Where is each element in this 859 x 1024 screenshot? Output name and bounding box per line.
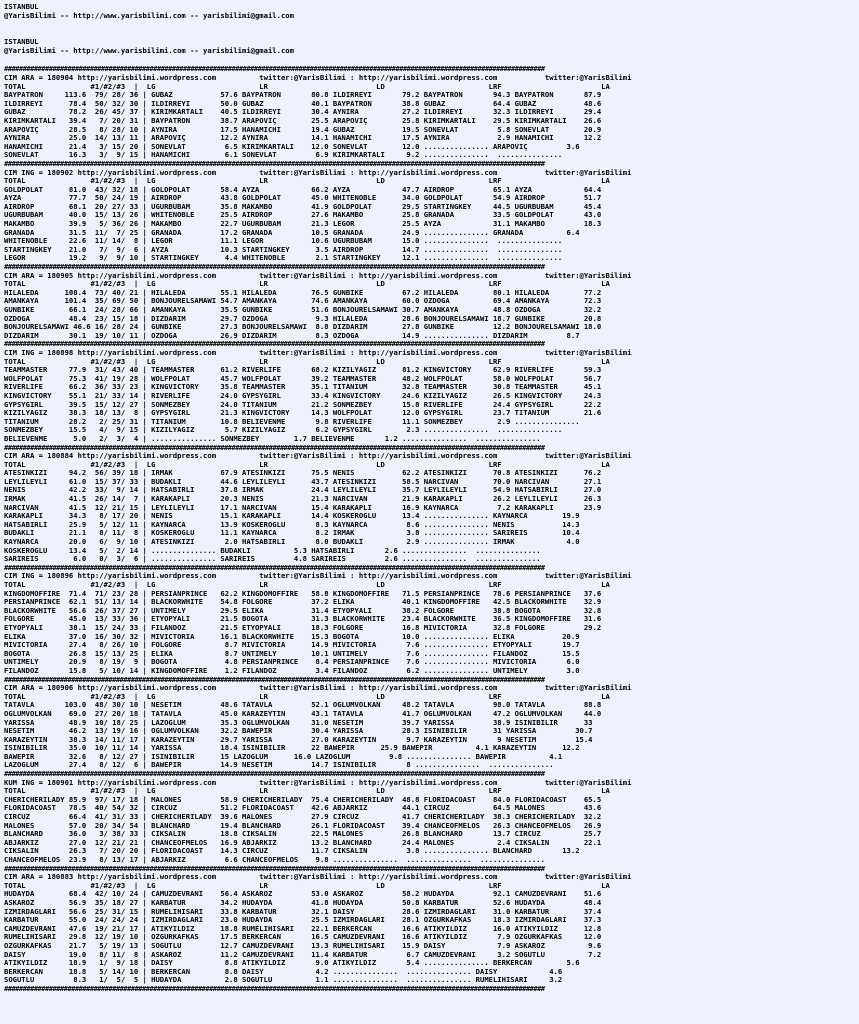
race-block	[4, 452, 855, 564]
race-column-header: TOTAL #1/#2/#3 | LG LR LD LRF LA	[4, 82, 610, 91]
race-row: AYZA 77.7 50/ 24/ 19 | AIRDROP 43.8 GOLDPOLAT 45.0 WHITENOBLE 34.0 GOLDPOLAT 54.9 AIRDROP 51.7	[4, 194, 602, 203]
race-blocks	[4, 65, 855, 993]
race-row: NENIS 42.2 33/ 9/ 14 | HATSABIRLI 37.8 IRMAK 24.4 LEYLILEYLI 35.7 LEYLILEYLI 54.9 HATSABIRLI 27.0	[4, 486, 602, 495]
race-column-header: TOTAL #1/#2/#3 | LG LR LD LRF LA	[4, 280, 610, 289]
race-row: CAMUZDEVRANI 47.6 19/ 21/ 17 | ATIKYILDIZ 18.8 RUMELIHISARI 22.1 BERKERCAN 16.6 ATIKYILDIZ 16.0 ATIKYILDIZ 12.8	[4, 924, 602, 933]
race-title-line: CIM ARA = 180884 http://yarisbilimi.wordpress.com twitter:@YarisBilimi : http://yarisbilimi.wordpress.com twitter:@YarisBilimi	[4, 452, 632, 461]
race-title-line: KUM ING = 180901 http://yarisbilimi.wordpress.com twitter:@YarisBilimi : http://yarisbilimi.wordpress.com twitter:@YarisBilimi	[4, 778, 632, 787]
race-title-line: CIM ING = 180902 http://yarisbilimi.wordpress.com twitter:@YarisBilimi : http://yarisbilimi.wordpress.com twitter:@YarisBilimi	[4, 168, 632, 177]
race-row: KOSKEROGLU 13.4 5/ 2/ 14 | ............... BUDAKLI 5.3 HATSABIRLI 2.6 ............... ...............	[4, 546, 541, 555]
race-block	[4, 684, 855, 770]
race-row: SARIREIS 6.0 0/ 3/ 6 | ............... SARIREIS 4.8 SARIREIS 2.6 ............... ...............	[4, 555, 541, 564]
race-row: ABJARKIZ 27.0 12/ 21/ 21 | CHANCEOFMELOS 16.9 ABJARKIZ 13.2 BLANCHARD 24.4 MALONES 2.4 CIKSALIN 22.1	[4, 838, 602, 847]
race-row: MAKAMBO 39.9 5/ 36/ 26 | MAKAMBO 22.7 UGURBUBAM 21.3 LEGOR 25.5 AYZA 31.1 MAKAMBO 18.3	[4, 220, 602, 229]
race-row: CIRCUZ 66.4 41/ 31/ 33 | CHERICHERILADY 39.6 MALONES 27.9 CIRCUZ 41.7 CHERICHERILADY 38.3 CHERICHERILADY 32.2	[4, 813, 602, 822]
race-row: KIZILYAGIZ 38.3 18/ 13/ 8 | GYPSYGIRL 21.3 KINGVICTORY 14.3 WOLFPOLAT 12.0 GYPSYGIRL 23.7 TITANIUM 21.6	[4, 409, 602, 418]
race-row: RIVERLIFE 66.2 36/ 33/ 23 | KINGVICTORY 35.8 TEAMMASTER 35.1 TITANIUM 32.8 TEAMMASTER 30.8 TEAMMASTER 45.1	[4, 383, 602, 392]
race-row: ELIKA 37.0 16/ 30/ 32 | MIVICTORIA 16.1 BLACKORWHITE 15.3 BOGOTA 10.0 ............... ELIKA 20.9	[4, 632, 580, 641]
race-row: ATIKYILDIZ 18.9 1/ 9/ 18 | DAISY 8.8 ATIKYILDIZ 9.0 ATIKYILDIZ 5.4 ............... BERKERCAN 5.6	[4, 959, 580, 968]
race-column-header: TOTAL #1/#2/#3 | LG LR LD LRF LA	[4, 357, 610, 366]
race-row: BUDAKLI 21.1 8/ 11/ 8 | KOSKEROGLU 11.1 KAYNARCA 8.2 IRMAK 3.8 ............... SARIREIS 10.4	[4, 529, 580, 538]
separator-line: #################################################################################################################################################	[4, 443, 545, 452]
race-row: BOGOTA 26.8 15/ 13/ 25 | ELIKA 8.7 UNTIMELY 10.1 UNTIMELY 7.6 ............... FILANDOZ 15.5	[4, 649, 580, 658]
race-row: OGLUMVOLKAN 69.0 27/ 20/ 18 | TATAVLA 45.0 KARAZEYTIN 43.1 TATAVLA 41.7 OGLUMVOLKAN 47.2 OGLUMVOLKAN 44.0	[4, 709, 602, 718]
header-second	[4, 38, 855, 55]
separator-line: #################################################################################################################################################	[4, 675, 545, 684]
header-city-2: ISTANBUL	[4, 38, 39, 47]
race-block	[4, 272, 855, 341]
race-column-header: TOTAL #1/#2/#3 | LG LR LD LRF LA	[4, 881, 610, 890]
race-row: CHERICHERILADY 85.9 97/ 17/ 18 | MALONES 58.9 CHERICHERILADY 75.4 CHERICHERILADY 48.8 FLORIDACOAST 84.0 FLORIDACOAST 65.5	[4, 795, 602, 804]
race-row: STARTINGKEY 21.0 7/ 9/ 6 | AYZA 10.3 STARTINGKEY 3.5 AIRDROP 14.7 ............... ...............	[4, 245, 563, 254]
race-row: KARAZEYTIN 38.3 14/ 11/ 17 | KARAZEYTIN 29.7 YARISSA 27.0 KARAZEYTIN 9.7 KARAZEYTIN 9 NESETIM 15.4	[4, 735, 593, 744]
race-row: HUDAYDA 68.4 42/ 10/ 24 | CAMUZDEVRANI 56.4 ASKAROZ 53.0 ASKAROZ 58.2 HUDAYDA 92.1 CAMUZDEVRANI 51.6	[4, 890, 602, 899]
race-row: IZMIRDAGLARI 56.6 25/ 31/ 15 | RUMELIHISARI 33.8 KARBATUR 32.1 DAISY 28.6 IZMIRDAGLARI 31.0 KARBATUR 37.4	[4, 907, 602, 916]
race-title-line: CIM ARA = 180904 http://yarisbilimi.wordpress.com twitter:@YarisBilimi : http://yarisbilimi.wordpress.com twitter:@YarisBilimi	[4, 73, 632, 82]
race-row: WOLFPOLAT 75.3 41/ 19/ 28 | WOLFPOLAT 45.7 WOLFPOLAT 39.2 TEAMMASTER 48.2 WOLFPOLAT 58.0 WOLFPOLAT 56.7	[4, 374, 602, 383]
race-row: YARISSA 48.9 10/ 18/ 25 | LAZOGLUM 35.3 OGLUMVOLKAN 31.0 NESETIM 39.7 YARISSA 38.9 ISINIBILIR 33	[4, 718, 593, 727]
race-row: OZDOGA 48.4 23/ 15/ 18 | DIZDARIM 29.7 OZDOGA 9.3 HILALEDA 28.6 BONJOURELSAMAWI 18.7 GUNBIKE 20.8	[4, 314, 602, 323]
race-block	[4, 779, 855, 865]
race-row: BELIEVENME 5.0 2/ 3/ 4 | ............... SONMEZBEY 1.7 BELIEVENME 1.2 ............... ...............	[4, 434, 541, 443]
race-row: ASKAROZ 56.9 35/ 18/ 27 | KARBATUR 34.2 HUDAYDA 41.8 HUDAYDA 50.8 KARBATUR 52.6 HUDAYDA 48.4	[4, 898, 602, 907]
race-row: MALONES 57.0 20/ 34/ 54 | BLANCHARD 19.4 BLANCHARD 26.1 FLORIDACOAST 39.4 CHANCEOFMELOS 26.3 CHANCEOFMELOS 26.9	[4, 821, 602, 830]
race-row: SOGUTLU 8.3 1/ 5/ 5 | HUDAYDA 2.8 SOGUTLU 1.1 ............... ............... RUMELIHISARI 3.2	[4, 976, 563, 985]
race-row: AIRDROP 68.1 20/ 27/ 33 | UGURBUBAM 35.8 MAKAMBO 41.9 GOLDPOLAT 29.5 STARTINGKEY 44.5 UGURBUBAM 45.4	[4, 202, 602, 211]
race-row: OZGURKAFKAS 21.7 5/ 19/ 13 | SOGUTLU 12.7 CAMUZDEVRANI 13.3 RUMELIHISARI 15.9 DAISY 7.9 ASKAROZ 9.6	[4, 941, 602, 950]
race-row: GOLDPOLAT 81.0 43/ 32/ 18 | GOLDPOLAT 58.4 AYZA 66.2 AYZA 47.7 AIRDROP 65.1 AYZA 64.4	[4, 185, 602, 194]
separator-line: #################################################################################################################################################	[4, 340, 545, 349]
race-row: BERKERCAN 18.8 5/ 14/ 10 | BERKERCAN 8.8 DAISY 4.2 ............... ............... DAISY 4.6	[4, 967, 563, 976]
race-row: BAWEPIR 32.6 8/ 12/ 27 | ISINIBILIR 15 LAZOGLUM 16.0 LAZOGLUM 9.8 ............... BAWEPIR 4.1	[4, 752, 563, 761]
race-block	[4, 349, 855, 444]
race-block	[4, 74, 855, 160]
race-row: KIRIMKARTALI 39.4 7/ 20/ 31 | BAYPATRON 38.7 ARAPOVIÇ 25.5 ARAPOVIÇ 25.8 KIRIMKARTALI 29.5 KIRIMKARTALI 26.6	[4, 116, 602, 125]
race-row: CIKSALIN 26.3 7/ 20/ 20 | FLORIDACOAST 14.3 CIRCUZ 11.7 CIKSALIN 3.8 ............... BLANCHARD 13.2	[4, 847, 580, 856]
race-row: AYNIRA 25.0 14/ 13/ 11 | ARAPOVIÇ 12.2 AYNIRA 14.1 HANAMICHI 17.5 AYNIRA 2.9 HANAMICHI 12.2	[4, 134, 602, 143]
separator-line: #################################################################################################################################################	[4, 263, 545, 272]
race-row: GUNBIKE 66.1 24/ 28/ 66 | AMANKAYA 35.5 GUNBIKE 51.6 BONJOURELSAMAWI 30.7 AMANKAYA 48.8 OZDOGA 32.2	[4, 306, 602, 314]
race-row: LAZOGLUM 27.4 8/ 12/ 6 | BAWEPIR 14.9 NESETIM 14.7 ISINIBILIR 8 ............... ...............	[4, 761, 554, 770]
race-row: HILALEDA 108.4 73/ 40/ 21 | HILALEDA 55.1 HILALEDA 76.5 GUNBIKE 67.2 HILALEDA 80.1 HILALEDA 77.2	[4, 288, 602, 297]
race-row: WHITENOBLE 22.6 11/ 14/ 8 | LEGOR 11.1 LEGOR 10.6 UGURBUBAM 15.0 ............... ...............	[4, 237, 563, 246]
header-contact-line: @YarisBilimi -- http://www.yarisbilimi.com -- yarisbilimi@gmail.com	[4, 11, 294, 20]
race-row: FLORIDACOAST 78.5 40/ 54/ 32 | CIRCUZ 51.2 FLORIDACOAST 42.6 ABJARKIZ 44.1 CIRCUZ 64.5 MALONES 43.6	[4, 804, 602, 813]
separator-line: #################################################################################################################################################	[4, 563, 545, 572]
race-row: UNTIMELY 20.9 8/ 19/ 9 | BOGOTA 4.8 PERSIANPRINCE 8.4 PERSIANPRINCE 7.6 ............... MIVICTORIA 6.0	[4, 658, 580, 667]
race-column-header: TOTAL #1/#2/#3 | LG LR LD LRF LA	[4, 177, 610, 186]
race-title-line: CIM ARA = 180905 http://yarisbilimi.wordpress.com twitter:@YarisBilimi : http://yarisbilimi.wordpress.com twitter:@YarisBilimi	[4, 271, 632, 280]
race-row: CHANCEOFMELOS 23.9 8/ 13/ 17 | ABJARKIZ 6.6 CHANCEOFMELOS 9.8 ............... ............... ...............	[4, 856, 545, 864]
separator-line: #################################################################################################################################################	[4, 864, 545, 873]
race-row: FILANDOZ 15.8 5/ 10/ 14 | KINGDOMOFFIRE 1.2 FILANDOZ 3.4 FILANDOZ 6.2 ............... UNTIMELY 3.0	[4, 666, 580, 675]
race-column-header: TOTAL #1/#2/#3 | LG LR LD LRF LA	[4, 460, 610, 469]
race-row: PERSIANPRINCE 62.1 51/ 13/ 14 | BLACKORWHITE 54.8 FOLGORE 37.2 ELIKA 40.1 KINGDOMOFFIRE 42.5 BLACKORWHITE 32.9	[4, 598, 602, 607]
race-row: IRMAK 41.5 26/ 14/ 7 | KARAKAPLI 20.3 NENIS 21.3 NARCIVAN 21.9 KARAKAPLI 26.2 LEYLILEYLI 26.3	[4, 495, 602, 504]
spacer	[4, 55, 855, 65]
race-row: TATAVLA 103.0 48/ 30/ 10 | NESETIM 48.6 TATAVLA 52.1 OGLUMVOLKAN 48.2 TATAVLA 98.0 TATAVLA 88.8	[4, 701, 602, 710]
race-row: TEAMMASTER 77.9 31/ 43/ 40 | TEAMMASTER 61.2 RIVERLIFE 68.2 KIZILYAGIZ 81.2 KINGVICTORY 62.9 RIVERLIFE 59.3	[4, 366, 602, 375]
race-row: KARBATUR 55.0 24/ 24/ 24 | IZMIRDAGLARI 23.0 HUDAYDA 25.5 IZMIRDAGLARI 28.1 OZGURKAFKAS 18.3 IZMIRDAGLARI 37.3	[4, 916, 602, 925]
race-row: BONJOURELSAMAWI 46.6 16/ 28/ 24 | GUNBIKE 27.3 BONJOURELSAMAWI 8.8 DIZDARIM 27.8 GUNBIKE 12.2 BONJOURELSAMAWI 18.0	[4, 323, 602, 332]
race-row: KARAKAPLI 34.3 8/ 17/ 20 | NENIS 15.1 KARAKAPLI 14.4 KOSKEROGLU 13.4 ............... KAYNARCA 19.9	[4, 512, 580, 521]
race-row: GYPSYGIRL 39.5 15/ 12/ 27 | SONMEZBEY 24.0 TITANIUM 21.2 SONMEZBEY 15.8 RIVERLIFE 24.4 GYPSYGIRL 22.2	[4, 400, 602, 409]
header-city: ISTANBUL	[4, 3, 39, 11]
spacer	[4, 20, 855, 38]
race-title-line: CIM ING = 180898 http://yarisbilimi.wordpress.com twitter:@YarisBilimi : http://yarisbilimi.wordpress.com twitter:@YarisBilimi	[4, 348, 632, 357]
race-title-line: CIM ING = 180896 http://yarisbilimi.wordpress.com twitter:@YarisBilimi : http://yarisbilimi.wordpress.com twitter:@YarisBilimi	[4, 572, 632, 581]
race-row: GUBAZ 78.2 26/ 45/ 37 | KIRIMKARTALI 40.5 ILDIRREYI 30.4 AYNIRA 27.2 ILDIRREYI 32.3 ILDIRREYI 29.4	[4, 108, 602, 117]
race-row: FOLGORE 45.0 13/ 33/ 36 | ETYOPYALI 21.5 BOGOTA 31.3 BLACKORWHITE 23.4 BLACKORWHITE 36.5 KINGDOMOFFIRE 31.6	[4, 615, 602, 624]
race-row: NARCIVAN 41.5 12/ 21/ 15 | LEYLILEYLI 17.1 NARCIVAN 15.4 KARAKAPLI 16.9 KAYNARCA 7.2 KARAKAPLI 23.9	[4, 503, 602, 512]
race-row: HANAMICHI 21.4 3/ 15/ 20 | SONEVLAT 6.5 KIRIMKARTALI 12.0 SONEVLAT 12.0 ............... ARAPOVIÇ 3.6	[4, 142, 580, 151]
race-row: HATSABIRLI 25.9 5/ 12/ 11 | KAYNARCA 13.9 KOSKEROGLU 8.3 KAYNARCA 8.6 ............... NENIS 14.3	[4, 520, 580, 529]
race-row: ISINIBILIR 35.0 10/ 11/ 14 | YARISSA 18.4 ISINIBILIR 22 BAWEPIR 25.9 BAWEPIR 4.1 KARAZEYTIN 12.2	[4, 744, 580, 753]
race-row: RUMELIHISARI 29.8 12/ 19/ 10 | OZGURKAFKAS 17.5 BERKERCAN 16.5 CAMUZDEVRANI 16.6 ATIKYILDIZ 7.9 OZGURKAFKAS 12.0	[4, 933, 602, 942]
race-row: LEGOR 19.2 9/ 9/ 10 | STARTINGKEY 4.4 WHITENOBLE 2.1 STARTINGKEY 12.1 ............... ...............	[4, 254, 563, 263]
race-row: AMANKAYA 101.4 35/ 69/ 50 | BONJOURELSAMAWI 54.7 AMANKAYA 74.6 AMANKAYA 60.0 OZDOGA 69.4 AMANKAYA 72.3	[4, 297, 602, 306]
race-row: ATESINKIZI 94.2 56/ 39/ 18 | IRMAK 67.9 ATESINKIZI 75.5 NENIS 62.2 ATESINKIZI 70.8 ATESINKIZI 76.2	[4, 469, 602, 478]
race-row: ARAPOVIÇ 28.5 8/ 28/ 10 | AYNIRA 17.5 HANAMICHI 19.4 GUBAZ 19.5 SONEVLAT 5.8 SONEVLAT 20.9	[4, 125, 602, 134]
race-row: BLANCHARD 36.0 3/ 38/ 33 | CIKSALIN 18.8 CIKSALIN 22.5 MALONES 26.8 BLANCHARD 13.7 CIRCUZ 25.7	[4, 830, 602, 839]
separator-line: #################################################################################################################################################	[4, 984, 545, 993]
race-row: DAISY 19.0 8/ 11/ 8 | ASKAROZ 11.2 CAMUZDEVRANI 11.4 KARBATUR 6.7 CAMUZDEVRANI 3.2 SOGUTLU 7.2	[4, 950, 602, 959]
race-row: LEYLILEYLI 61.0 15/ 37/ 33 | BUDAKLI 44.6 LEYLILEYLI 43.7 ATESINKIZI 58.5 NARCIVAN 70.0 NARCIVAN 27.1	[4, 477, 602, 486]
race-row: ILDIRREYI 78.4 50/ 32/ 30 | ILDIRREYI 50.0 GUBAZ 40.1 BAYPATRON 38.8 GUBAZ 64.4 GUBAZ 48.6	[4, 99, 602, 108]
race-row: SONEVLAT 16.3 3/ 9/ 15 | HANAMICHI 6.1 SONEVLAT 6.9 KIRIMKARTALI 9.2 ............... ...............	[4, 151, 563, 160]
race-block	[4, 572, 855, 675]
separator-line: #################################################################################################################################################	[4, 65, 545, 74]
race-title-line: CIM ARA = 180883 http://yarisbilimi.wordpress.com twitter:@YarisBilimi : http://yarisbilimi.wordpress.com twitter:@YarisBilimi	[4, 873, 632, 882]
race-row: UGURBUBAM 40.0 15/ 13/ 26 | WHITENOBLE 25.5 AIRDROP 27.6 MAKAMBO 25.8 GRANADA 33.5 GOLDPOLAT 43.0	[4, 211, 602, 220]
race-row: BLACKORWHITE 56.6 26/ 37/ 27 | UNTIMELY 29.5 ELIKA 31.4 ETYOPYALI 38.2 FOLGORE 38.8 BOGOTA 32.8	[4, 606, 602, 615]
header-contact-line-2: @YarisBilimi -- http://www.yarisbilimi.com -- yarisbilimi@gmail.com	[4, 46, 294, 55]
race-row: GRANADA 31.5 11/ 7/ 25 | GRANADA 17.2 GRANADA 10.5 GRANADA 24.9 ............... GRANADA 6.4	[4, 228, 580, 237]
separator-line: #################################################################################################################################################	[4, 159, 545, 168]
header-top	[4, 3, 855, 20]
race-column-header: TOTAL #1/#2/#3 | LG LR LD LRF LA	[4, 692, 610, 701]
race-title-line: CIM ARA = 180906 http://yarisbilimi.wordpress.com twitter:@YarisBilimi : http://yarisbilimi.wordpress.com twitter:@YarisBilimi	[4, 684, 632, 693]
race-column-header: TOTAL #1/#2/#3 | LG LR LD LRF LA	[4, 787, 610, 796]
race-row: KINGDOMOFFIRE 71.4 71/ 23/ 28 | PERSIANPRINCE 62.2 KINGDOMOFFIRE 58.8 KINGDOMOFFIRE 71.5 PERSIANPRINCE 78.6 PERSIANPRINCE 37.6	[4, 589, 602, 598]
race-column-header: TOTAL #1/#2/#3 | LG LR LD LRF LA	[4, 581, 610, 589]
race-row: NESETIM 46.2 13/ 19/ 16 | OGLUMVOLKAN 32.2 BAWEPIR 30.4 YARISSA 28.3 ISINIBILIR 31 YARISSA 30.7	[4, 727, 593, 736]
race-block	[4, 873, 855, 985]
race-row: TITANIUM 28.2 2/ 25/ 31 | TITANIUM 10.8 BELIEVENME 9.8 RIVERLIFE 11.1 SONMEZBEY 2.9 ...............	[4, 417, 580, 426]
race-row: DIZDARIM 30.1 19/ 10/ 11 | OZDOGA 26.9 DIZDARIM 8.3 OZDOGA 14.9 ............... DIZDARIM 8.7	[4, 331, 580, 340]
race-block	[4, 169, 855, 264]
race-row: KINGVICTORY 55.1 21/ 33/ 14 | RIVERLIFE 24.0 GYPSYGIRL 33.4 KINGVICTORY 24.6 KIZILYAGIZ 26.5 KINGVICTORY 24.3	[4, 391, 602, 400]
race-row: MIVICTORIA 27.4 8/ 26/ 10 | FOLGORE 8.7 MIVICTORIA 14.9 MIVICTORIA 7.6 ............... ETYOPYALI 19.7	[4, 641, 580, 650]
race-row: BAYPATRON 113.6 79/ 28/ 36 | GUBAZ 57.6 BAYPATRON 80.8 ILDIRREYI 79.2 BAYPATRON 94.3 BAYPATRON 87.9	[4, 91, 602, 100]
race-row: SONMEZBEY 15.5 4/ 9/ 15 | KIZILYAGIZ 5.7 KIZILYAGIZ 6.2 GYPSYGIRL 2.3 ............... ...............	[4, 426, 563, 435]
separator-line: #################################################################################################################################################	[4, 770, 545, 779]
race-row: KAYNARCA 20.0 6/ 9/ 10 | ATESINKIZI 2.0 HATSABIRLI 8.0 BUDAKLI 2.9 ............... IRMAK 4.0	[4, 538, 580, 547]
race-row: ETYOPYALI 38.1 15/ 24/ 33 | FILANDOZ 21.5 ETYOPYALI 18.3 FOLGORE 16.8 MIVICTORIA 32.8 FOLGORE 29.2	[4, 623, 602, 632]
